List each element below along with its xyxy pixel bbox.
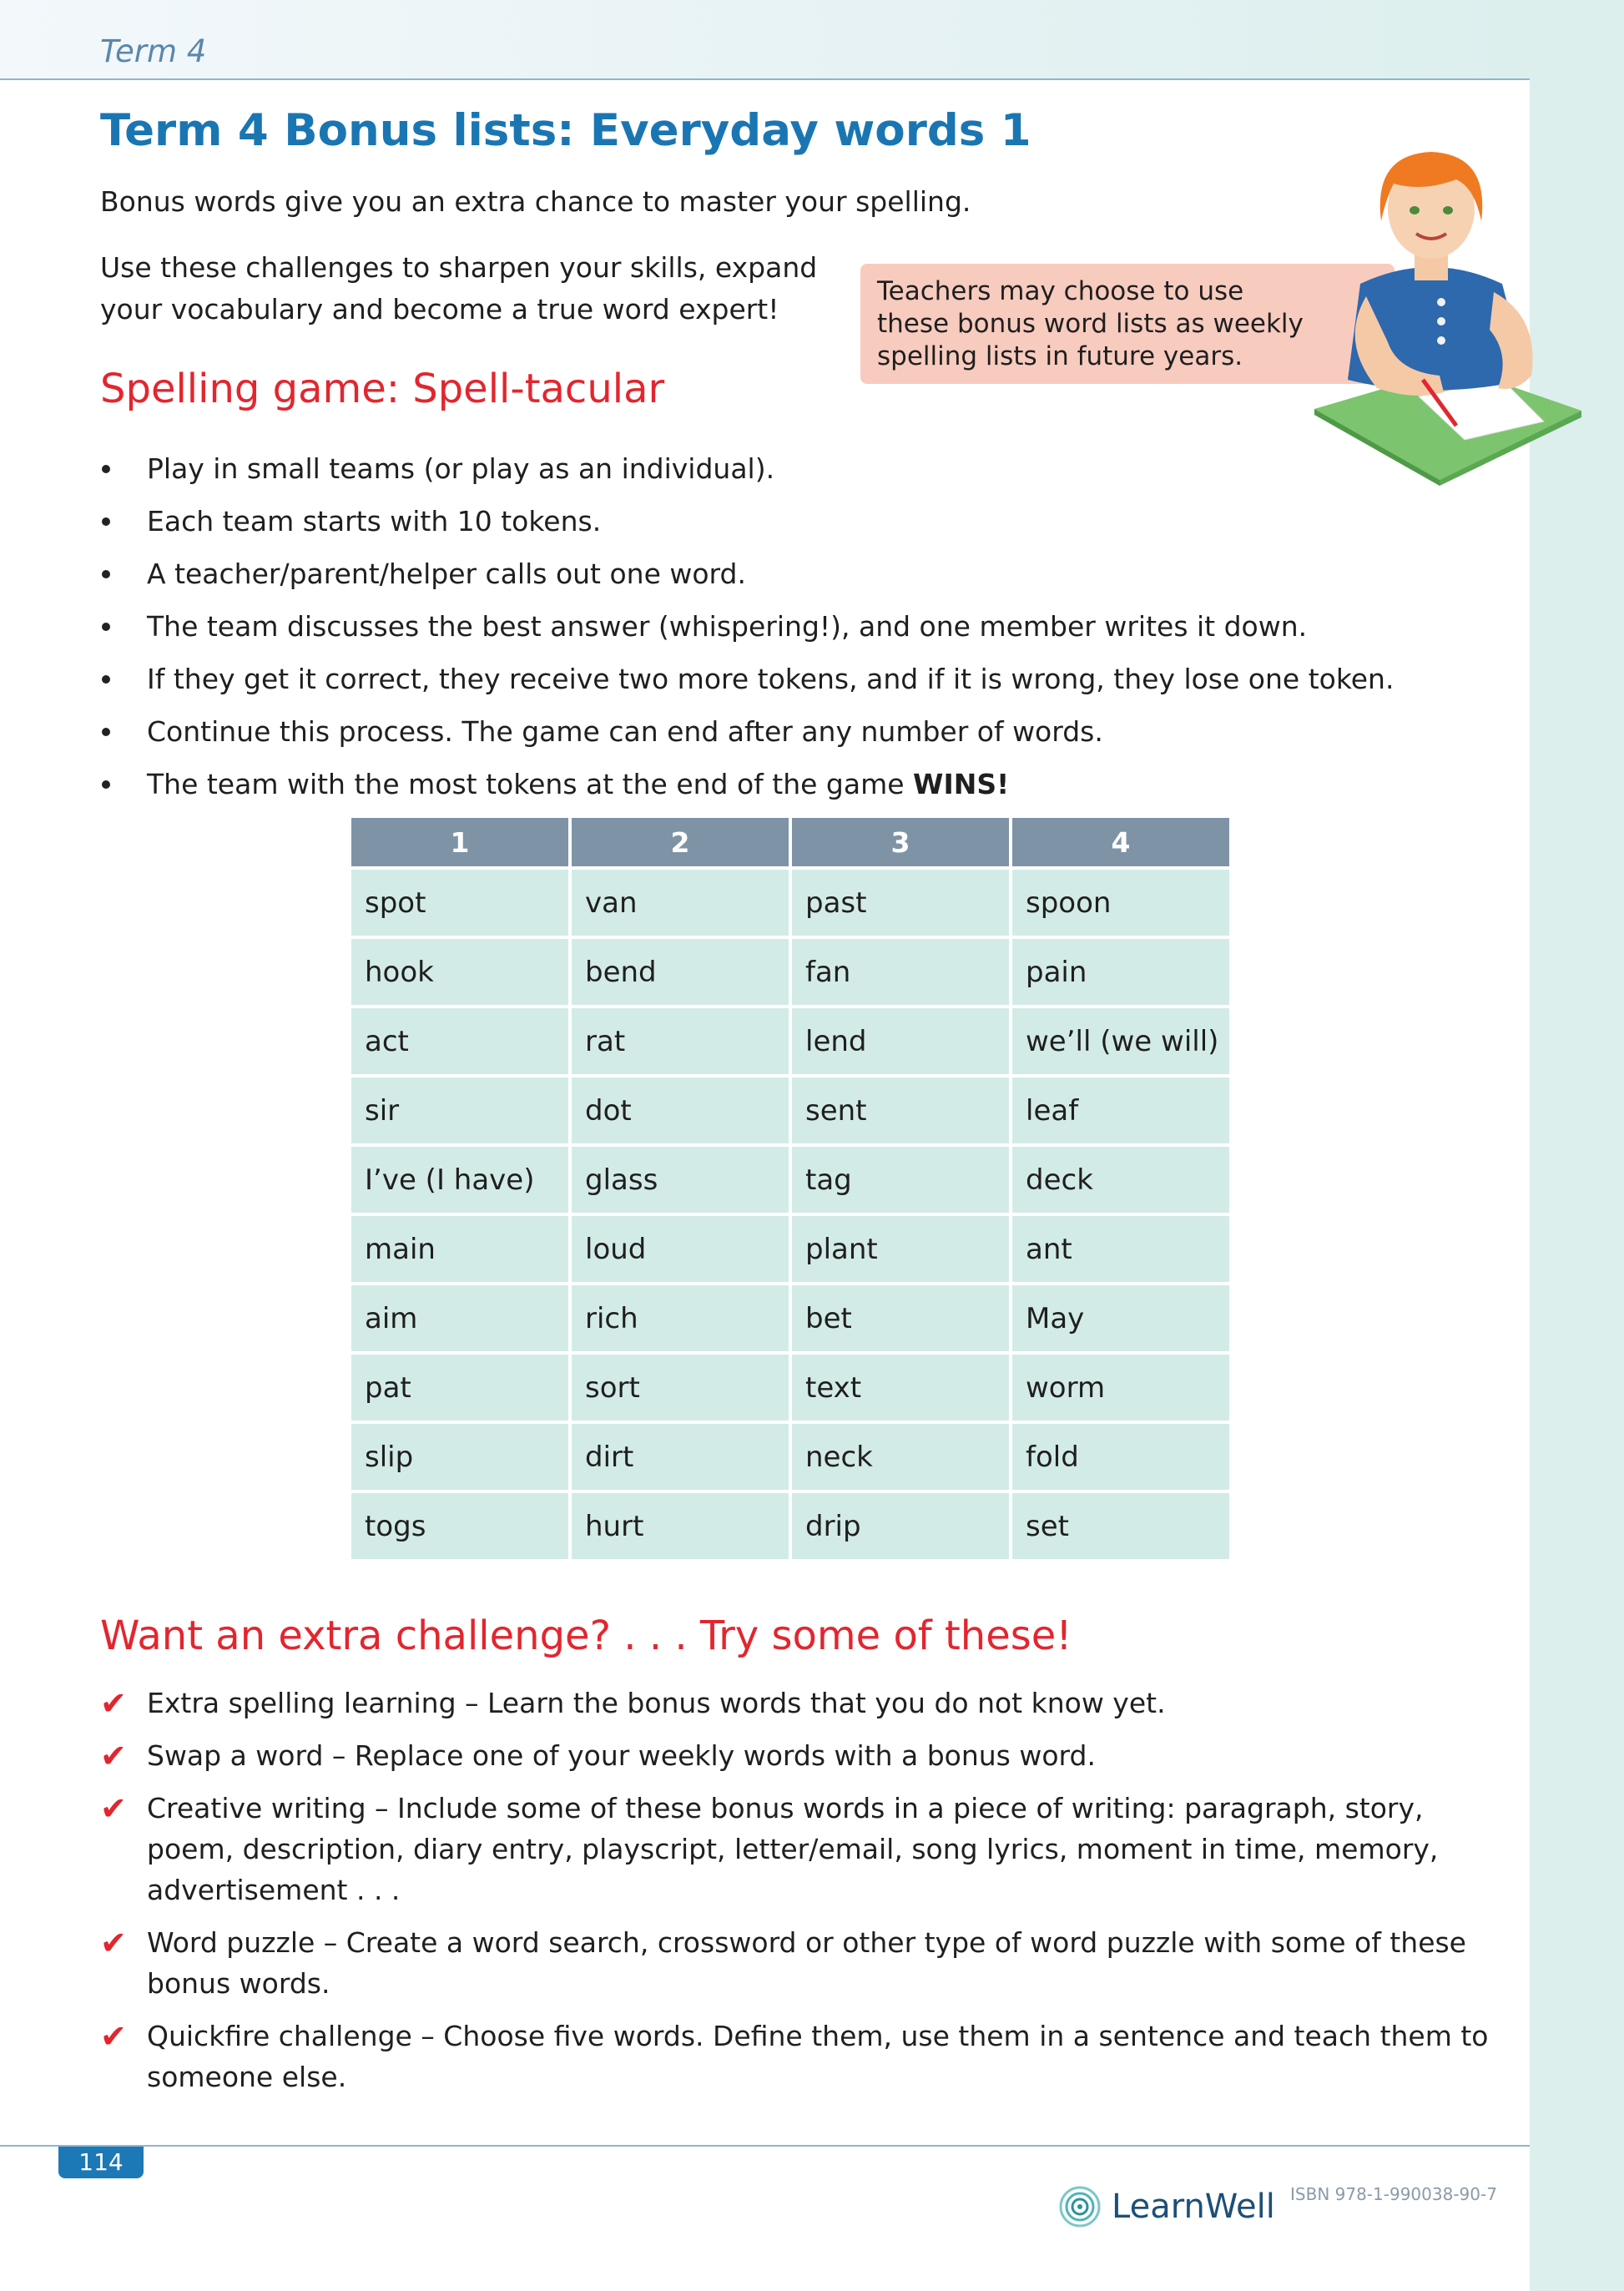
page-number: 114 [58,2147,144,2178]
checkmark-icon: ✔ [100,1790,127,1827]
header-band [0,0,1530,78]
brand-name: LearnWell [1112,2188,1275,2226]
list-item: Continue this process. The game can end after any number of words. [100,705,1477,758]
table-cell: plant [792,1216,1009,1282]
table-cell: slip [351,1424,568,1490]
table-row [351,1285,1229,1351]
table-cell: rat [572,1008,789,1074]
checkmark-icon: ✔ [100,1925,127,1961]
table-cell: worm [1012,1355,1229,1421]
column-header: 1 [351,818,568,866]
table-row [351,939,1229,1005]
bullet-icon [102,780,110,789]
table-cell: pain [1012,939,1229,1005]
table-cell: rich [572,1285,789,1351]
isbn-text: ISBN 978-1-990038-90-7 [1290,2184,1497,2204]
table-cell: fold [1012,1424,1229,1490]
bullet-icon [102,570,110,578]
header-rule [0,78,1530,80]
list-item: The team discusses the best answer (whispering!), and one member writes it down. [100,600,1477,653]
table-row [351,1147,1229,1213]
table-cell: leaf [1012,1077,1229,1143]
table-cell: dot [572,1077,789,1143]
table-cell: aim [351,1285,568,1351]
bullet-icon [102,675,110,684]
table-cell: act [351,1008,568,1074]
bonus-word-table [348,815,1233,1562]
table-cell: bend [572,939,789,1005]
table-cell: tag [792,1147,1009,1213]
table-cell: pat [351,1355,568,1421]
bullet-icon [102,517,110,526]
table-row [351,1077,1229,1143]
list-item: The team with the most tokens at the end of the game WINS! [100,758,1477,810]
checkmark-icon: ✔ [100,1685,127,1722]
table-cell: van [572,870,789,936]
note-line-2: these bonus word lists as weekly [877,309,1304,339]
table-cell: spoon [1012,870,1229,936]
publisher-logo [1058,2182,1275,2232]
list-item: Play in small teams (or play as an individual). [100,442,1477,495]
table-cell: lend [792,1008,1009,1074]
table-cell: I’ve (I have) [351,1147,568,1213]
list-item: ✔ Quickfire challenge – Choose five words. Define them, use them in a sentence and teach them to someone else. [100,2018,1489,2093]
page-title: Term 4 Bonus lists: Everyday words 1 [100,105,1031,156]
table-cell: hurt [572,1493,789,1559]
bullet-icon [102,623,110,631]
table-cell: sent [792,1077,1009,1143]
learnwell-swirl-icon [1058,2185,1102,2228]
table-cell: ant [1012,1216,1229,1282]
note-line-1: Teachers may choose to use [877,276,1244,306]
intro-line-2b: your vocabulary and become a true word expert! [100,293,779,325]
intro-line-1: Bonus words give you an extra chance to master your spelling. [100,185,971,218]
table-cell: text [792,1355,1009,1421]
checkmark-icon: ✔ [100,1738,127,1774]
table-cell: bet [792,1285,1009,1351]
challenge-list [100,1683,1519,2109]
game-rules-list [100,442,1477,810]
table-cell: dirt [572,1424,789,1490]
table-row [351,1216,1229,1282]
list-item: ✔ Swap a word – Replace one of your weekly words with a bonus word. [100,1738,1096,1774]
intro-line-2a: Use these challenges to sharpen your skills, expand [100,251,818,284]
table-cell: sort [572,1355,789,1421]
checkmark-icon: ✔ [100,2018,127,2055]
table-cell: May [1012,1285,1229,1351]
table-cell: set [1012,1493,1229,1559]
table-cell: loud [572,1216,789,1282]
table-cell: fan [792,939,1009,1005]
list-item: If they get it correct, they receive two more tokens, and if it is wrong, they lose one token. [100,653,1477,705]
table-cell: glass [572,1147,789,1213]
column-header: 4 [1012,818,1229,866]
table-row [351,1424,1229,1490]
table-row [351,870,1229,936]
table-cell: we’ll (we will) [1012,1008,1229,1074]
bullet-icon [102,728,110,736]
table-row [351,1493,1229,1559]
note-line-3: spelling lists in future years. [877,341,1243,371]
table-cell: deck [1012,1147,1229,1213]
table-cell: togs [351,1493,568,1559]
table-cell: neck [792,1424,1009,1490]
list-item: ✔ Word puzzle – Create a word search, crossword or other type of word puzzle with some of these bonus words. [100,1925,1466,2000]
list-item: Each team starts with 10 tokens. [100,495,1477,548]
term-label: Term 4 [100,33,207,69]
table-cell: drip [792,1493,1009,1559]
table-cell: main [351,1216,568,1282]
intro-line-2 [100,247,817,331]
table-row [351,1008,1229,1074]
column-header: 3 [792,818,1009,866]
table-cell: sir [351,1077,568,1143]
table-row [351,1355,1229,1421]
table-cell: past [792,870,1009,936]
challenge-heading: Want an extra challenge? . . . Try some of these! [100,1612,1072,1659]
list-item: ✔ Creative writing – Include some of these bonus words in a piece of writing: paragraph, story, poem, description, diary entry, playscript, letter/email, song lyrics, moment in time, memory, advertisement . . . [100,1790,1439,1906]
table-cell: hook [351,939,568,1005]
footer-rule [0,2145,1530,2147]
list-item: ✔ Extra spelling learning – Learn the bonus words that you do not know yet. [100,1685,1166,1722]
bullet-icon [102,465,110,473]
game-heading: Spelling game: Spell-tacular [100,366,665,412]
table-header-row [351,818,1229,866]
table-cell: spot [351,870,568,936]
list-item: A teacher/parent/helper calls out one word. [100,548,1477,600]
column-header: 2 [572,818,789,866]
